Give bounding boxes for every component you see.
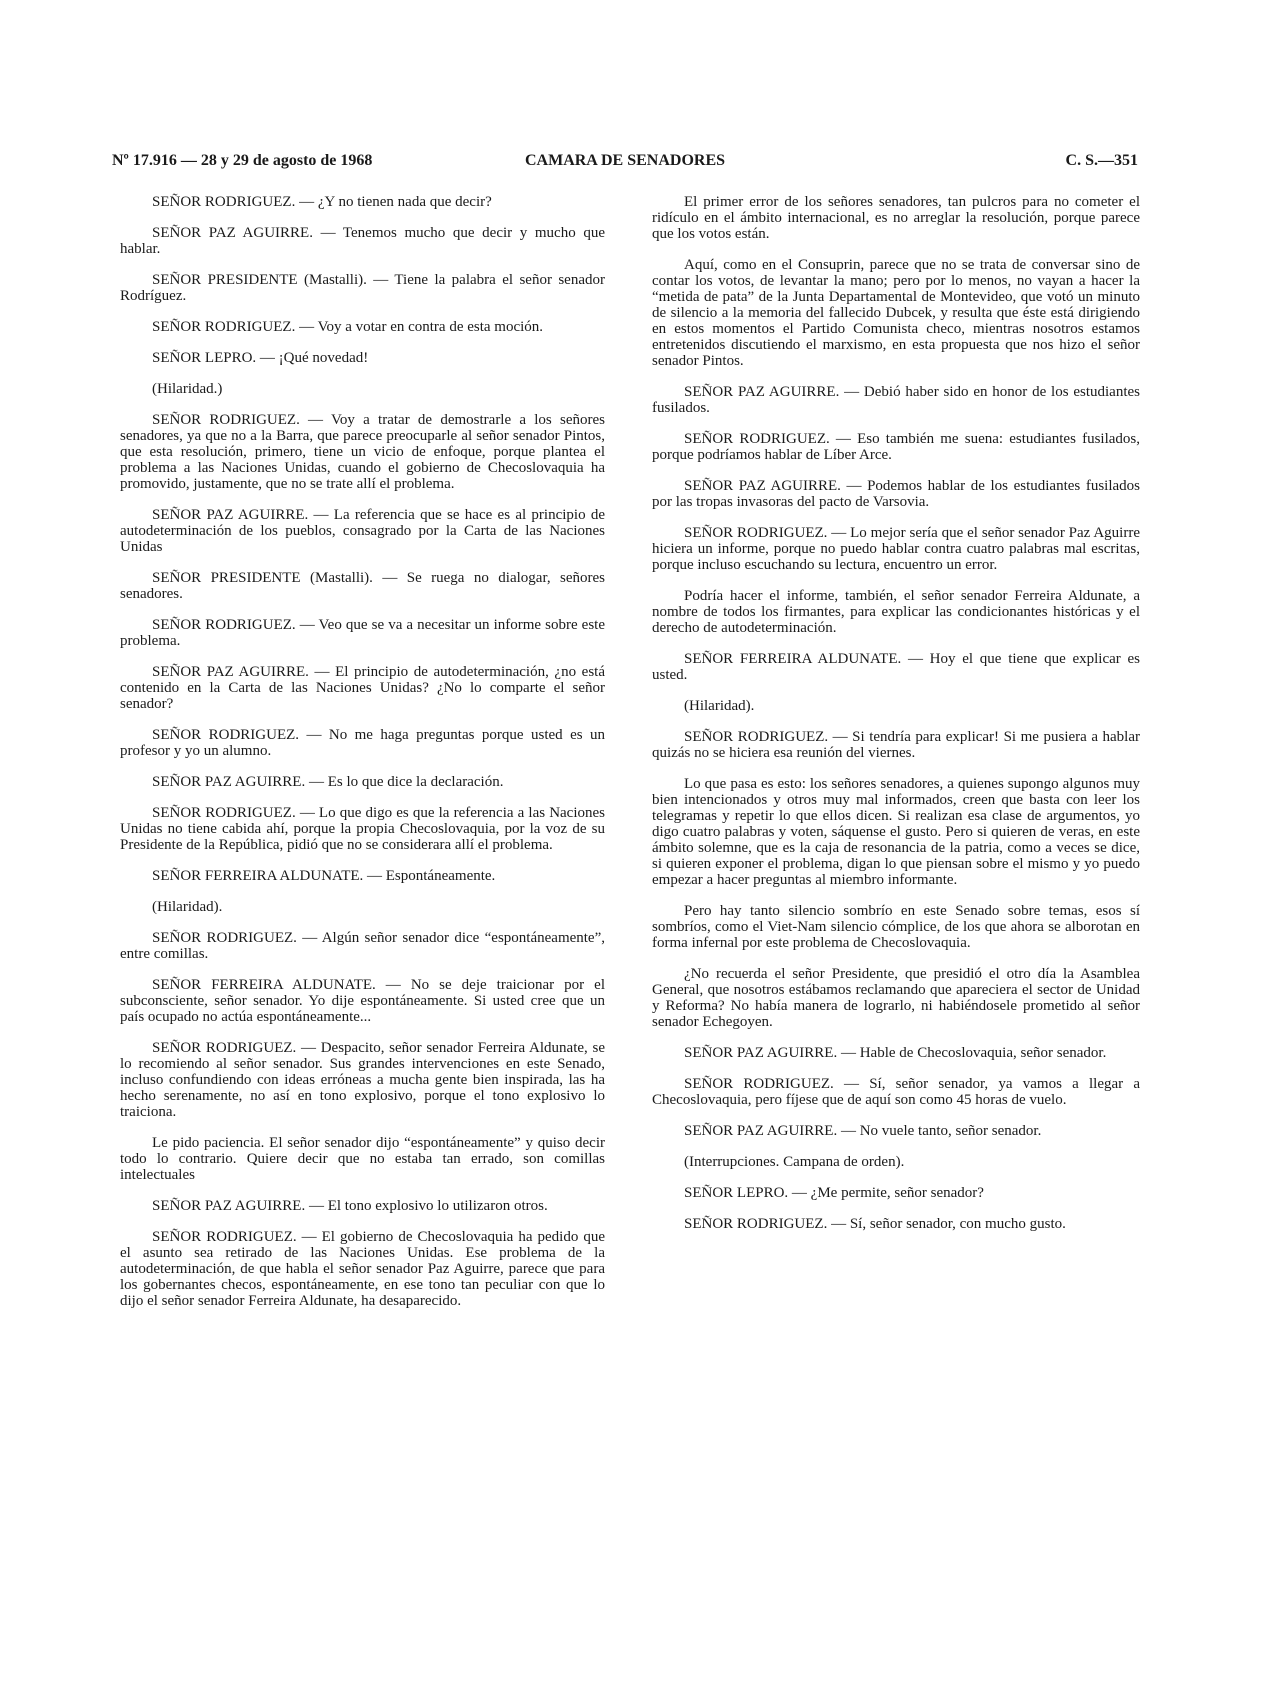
paragraph: SEÑOR PRESIDENTE (Mastalli). — Tiene la palabra el señor senador Rodríguez. xyxy=(120,272,605,304)
paragraph: (Hilaridad.) xyxy=(152,381,223,397)
paragraph: Le pido paciencia. El señor senador dijo “espontáneamente” y quiso decir todo lo contrario. Quiere decir que no estaba tan errado, son comillas intelectuales xyxy=(120,1135,605,1183)
paragraph: (Hilaridad). xyxy=(684,698,755,714)
page-header xyxy=(112,152,1138,176)
paragraph: SEÑOR RODRIGUEZ. — Lo que digo es que la referencia a las Naciones Unidas no tiene cabida ahí, porque la propia Checoslovaquia, por la voz de su Presidente de la República, pidió que no se considerara allí el problema. xyxy=(120,805,605,853)
paragraph: Podría hacer el informe, también, el señor senador Ferreira Aldunate, a nombre de todos los firmantes, para explicar las condicionantes históricas y el derecho de autodeterminación. xyxy=(652,588,1140,636)
paragraph: SEÑOR RODRIGUEZ. — Veo que se va a necesitar un informe sobre este problema. xyxy=(120,617,605,649)
paragraph: Lo que pasa es esto: los señores senadores, a quienes supongo algunos muy bien intencionados y otros muy mal informados, creen que basta con leer los telegramas y repetir lo que ellos dicen. Si realizan esa clase de argumentos, yo digo cuatro palabras y voten, sáquense el gusto. Pero si quieren de veras, en este ámbito solemne, que es la caja de resonancia de la patria, como a veces se dice, si quieren exponer el problema, digan lo que piensan sobre el mismo y yo puedo empezar a hacer preguntas al miembro informante. xyxy=(652,776,1140,888)
left-column xyxy=(120,194,605,1324)
paragraph: SEÑOR PAZ AGUIRRE. — El principio de autodeterminación, ¿no está contenido en la Carta de las Naciones Unidas? ¿No lo comparte el señor senador? xyxy=(120,664,605,712)
paragraph: SEÑOR RODRIGUEZ. — El gobierno de Checoslovaquia ha pedido que el asunto sea retirado de las Naciones Unidas. Ese problema de la autodeterminación, de que habla el señor senador Paz Aguirre, parece que para los gobernantes checos, espontáneamente, en ese tono tan peculiar con que lo dijo el señor senador Ferreira Aldunate, ha desaparecido. xyxy=(120,1229,605,1309)
paragraph: Pero hay tanto silencio sombrío en este Senado sobre temas, esos sí sombríos, como el Viet-Nam silencio cómplice, de los que ahora se alborotan en forma infernal por este problema de Checoslovaquia. xyxy=(652,903,1140,951)
paragraph: SEÑOR RODRIGUEZ. — Voy a votar en contra de esta moción. xyxy=(152,319,544,335)
paragraph: Aquí, como en el Consuprin, parece que no se trata de conversar sino de contar los votos, de levantar la mano; pero por lo menos, no vayan a hacer la “metida de pata” de la Junta Departamental de Montevideo, que votó un minuto de silencio a la memoria del fallecido Dubcek, y resulta que éste está dirigiendo en estos momentos el Partido Comunista checo, mientras nosotros estamos entretenidos discutiendo el marxismo, en esta propuesta que nos hizo el señor senador Pintos. xyxy=(652,257,1140,369)
paragraph: ¿No recuerda el señor Presidente, que presidió el otro día la Asamblea General, que nosotros estábamos reclamando que apareciera el sector de Unidad y Reforma? No había manera de lograrlo, ni habiéndosele prometido al señor senador Echegoyen. xyxy=(652,966,1140,1030)
page-number: C. S.—351 xyxy=(1065,152,1138,169)
paragraph: SEÑOR RODRIGUEZ. — Sí, señor senador, ya vamos a llegar a Checoslovaquia, pero fíjese que de aquí son como 45 horas de vuelo. xyxy=(652,1076,1140,1108)
paragraph: (Interrupciones. Campana de orden). xyxy=(684,1154,905,1170)
paragraph: SEÑOR PAZ AGUIRRE. — Tenemos mucho que decir y mucho que hablar. xyxy=(120,225,605,257)
paragraph: El primer error de los señores senadores, tan pulcros para no cometer el ridículo en el ámbito internacional, es no arreglar la resolución, porque parece que los votos están. xyxy=(652,194,1140,242)
paragraph: SEÑOR FERREIRA ALDUNATE. — No se deje traicionar por el subconsciente, señor senador. Yo dije espontáneamente. Si usted cree que un país ocupado no actúa espontáneamente... xyxy=(120,977,605,1025)
right-column xyxy=(652,194,1140,1247)
paragraph: SEÑOR PAZ AGUIRRE. — El tono explosivo lo utilizaron otros. xyxy=(152,1198,548,1214)
paragraph: SEÑOR RODRIGUEZ. — Algún señor senador dice “espontáneamente”, entre comillas. xyxy=(120,930,605,962)
paragraph: SEÑOR RODRIGUEZ. — Despacito, señor senador Ferreira Aldunate, se lo recomiendo al señor senador. Sus grandes intervenciones en este Senado, incluso confundiendo con ideas erróneas a mucha gente bien inspirada, las ha hecho serenamente, no así en tono explosivo, porque el tono explosivo lo traiciona. xyxy=(120,1040,605,1120)
paragraph: SEÑOR RODRIGUEZ. — Sí, señor senador, con mucho gusto. xyxy=(684,1216,1066,1232)
paragraph: SEÑOR LEPRO. — ¿Me permite, señor senador? xyxy=(684,1185,984,1201)
paragraph: SEÑOR RODRIGUEZ. — No me haga preguntas porque usted es un profesor y yo un alumno. xyxy=(120,727,605,759)
paragraph: SEÑOR RODRIGUEZ. — ¿Y no tienen nada que decir? xyxy=(152,194,492,210)
chamber-title: CAMARA DE SENADORES xyxy=(524,152,726,169)
paragraph: (Hilaridad). xyxy=(152,899,223,915)
paragraph: SEÑOR FERREIRA ALDUNATE. — Hoy el que tiene que explicar es usted. xyxy=(652,651,1140,683)
paragraph: SEÑOR RODRIGUEZ. — Si tendría para explicar! Si me pusiera a hablar quizás no se hiciera esa reunión del viernes. xyxy=(652,729,1140,761)
paragraph: SEÑOR RODRIGUEZ. — Eso también me suena: estudiantes fusilados, porque podríamos hablar de Líber Arce. xyxy=(652,431,1140,463)
paragraph: SEÑOR PAZ AGUIRRE. — Es lo que dice la declaración. xyxy=(152,774,504,790)
paragraph: SEÑOR PAZ AGUIRRE. — Hable de Checoslovaquia, señor senador. xyxy=(684,1045,1107,1061)
paragraph: SEÑOR RODRIGUEZ. — Lo mejor sería que el señor senador Paz Aguirre hiciera un informe, porque no puedo hablar contra cuatro palabras mal escritas, porque incluso escuchando su lectura, encuentro un error. xyxy=(652,525,1140,573)
paragraph: SEÑOR FERREIRA ALDUNATE. — Espontáneamente. xyxy=(152,868,496,884)
paragraph: SEÑOR PAZ AGUIRRE. — Debió haber sido en honor de los estudiantes fusilados. xyxy=(652,384,1140,416)
paragraph: SEÑOR PAZ AGUIRRE. — Podemos hablar de los estudiantes fusilados por las tropas invasoras del pacto de Varsovia. xyxy=(652,478,1140,510)
paragraph: SEÑOR RODRIGUEZ. — Voy a tratar de demostrarle a los señores senadores, ya que no a la Barra, que parece preocuparle al señor senador Pintos, que esta resolución, primero, tiene un vicio de enfoque, porque plantea el problema a las Naciones Unidas, cuando el gobierno de Checoslovaquia ha promovido, justamente, que no se trate allí el problema. xyxy=(120,412,605,492)
paragraph: SEÑOR LEPRO. — ¡Qué novedad! xyxy=(152,350,369,366)
paragraph: SEÑOR PAZ AGUIRRE. — La referencia que se hace es al principio de autodeterminación de los pueblos, consagrado por la Carta de las Naciones Unidas xyxy=(120,507,605,555)
paragraph: SEÑOR PAZ AGUIRRE. — No vuele tanto, señor senador. xyxy=(684,1123,1042,1139)
paragraph: SEÑOR PRESIDENTE (Mastalli). — Se ruega no dialogar, señores senadores. xyxy=(120,570,605,602)
issue-date: Nº 17.916 — 28 y 29 de agosto de 1968 xyxy=(112,152,373,169)
